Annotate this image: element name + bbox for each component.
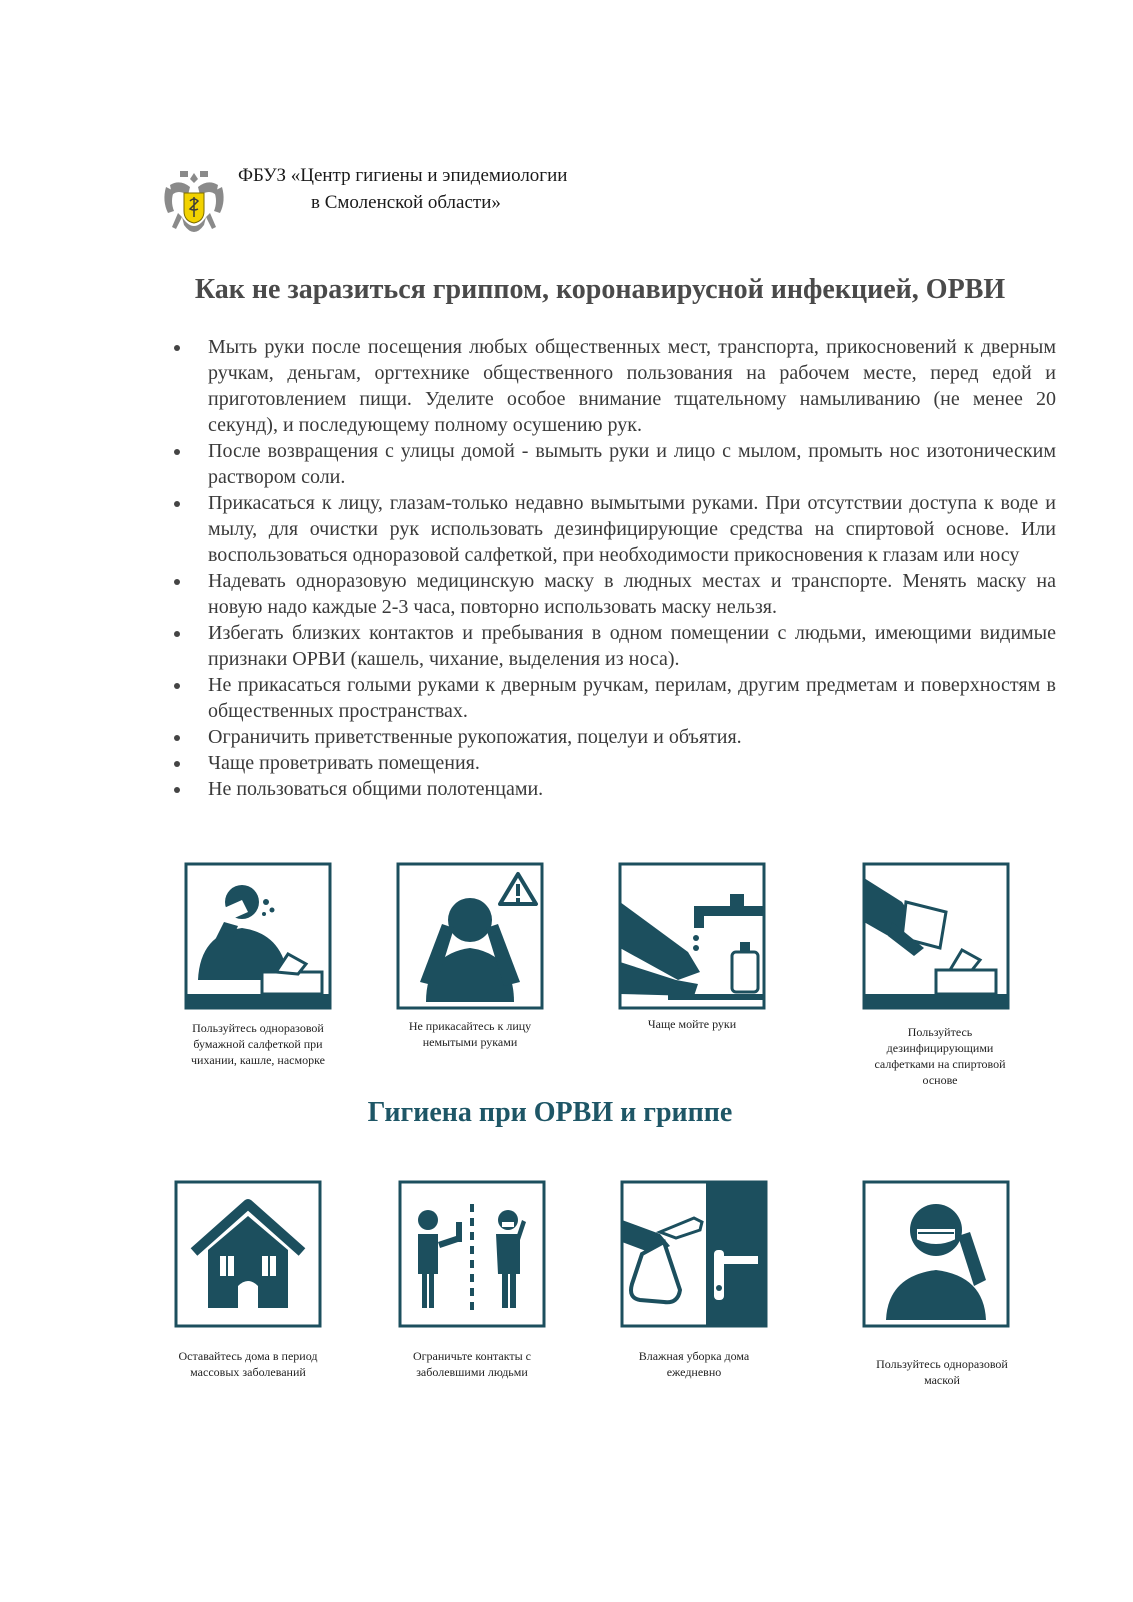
list-item [168,724,1056,750]
list-item-text: Мыть руки после посещения любых общественных мест, транспорта, прикосновений к дверным ручкам, деньгам, оргтехнике общественного пользования на рабочем месте, перед едой и приготовлением пищи. Уделите особое внимание тщательному намыливанию (не менее 20 секунд), и последующему полному осушению рук. [208,336,1056,436]
list-item [168,334,1056,438]
list-item-text: Не пользоваться общими полотенцами. [208,778,544,800]
org-line-1: ФБУЗ «Центр гигиены и эпидемиологии [238,165,568,186]
bullet [174,761,180,767]
bullet [174,631,180,637]
section-title: Гигиена при ОРВИ и гриппе [367,1097,733,1128]
list-item-text: Не прикасаться голыми руками к дверным ручкам, перилам, другим предметам и поверхностям в общественных пространствах. [208,674,1056,722]
caption-wet-cleaning: Влажная уборка дома ежедневно [638,1349,750,1379]
list-item-text: Прикасаться к лицу, глазам-только недавно вымытыми руками. При отсутствии доступа к воде и мылу, для очистки рук использовать дезинфицирующие средства на спиртовой основе. Или воспользоваться одноразовой салфеткой, при необходимости прикосновения к глазам или носу [208,492,1056,566]
organization-name [238,162,567,216]
caption-hand-washing: Чаще мойте руки [647,1017,737,1031]
list-item [168,776,1056,802]
list-item [168,620,1056,672]
caption-tissue: Пользуйтесь одноразовой бумажной салфеткой при чихании, кашле, насморке [191,1021,325,1067]
no-face-touch-icon [396,862,544,1010]
list-item [168,568,1056,620]
house-icon [174,1180,322,1328]
caption-disinfectant-wipes: Пользуйтесь дезинфицирующими салфетками на спиртовой основе [874,1025,1006,1087]
caption-stay-home: Оставайтесь дома в период массовых заболеваний [178,1349,318,1379]
header [160,160,760,240]
limit-contacts-icon [398,1180,546,1328]
bullet [174,579,180,585]
caption-no-face-touch: Не прикасайтесь к лицу немытыми руками [408,1019,532,1049]
caption-face-mask: Пользуйтесь одноразовой маской [876,1357,1008,1387]
bullet [174,449,180,455]
list-item-text: Ограничить приветственные рукопожатия, поцелуи и объятия. [208,726,742,748]
list-item [168,672,1056,724]
list-item [168,490,1056,568]
bullet [174,683,180,689]
list-item-text: Избегать близких контактов и пребывания в одном помещении с людьми, имеющими видимые признаки ОРВИ (кашель, чихание, выделения из носа). [208,622,1056,670]
caption-limit-contacts: Ограничьте контакты с заболевшими людьми [412,1349,532,1379]
list-item [168,750,1056,776]
rules-list [168,334,1056,802]
list-item-text: После возвращения с улицы домой - вымыть руки и лицо с мылом, промыть нос изотоническим раствором соли. [208,440,1056,488]
list-item-text: Чаще проветривать помещения. [208,752,480,774]
bullet [174,735,180,741]
list-item [168,438,1056,490]
list-item-text: Надевать одноразовую медицинскую маску в людных местах и транспорте. Менять маску на новую надо каждые 2-3 часа, повторно использовать маску нельзя. [208,570,1056,618]
coat-of-arms-icon [160,165,228,240]
disinfectant-wipes-icon [862,862,1010,1010]
page-title: Как не заразиться гриппом, коронавирусной инфекцией, ОРВИ [194,274,1006,305]
tissue-sneeze-icon [184,862,332,1010]
bullet [174,501,180,507]
bullet [174,787,180,793]
org-line-2: в Смоленской области» [311,192,501,213]
bullet [174,345,180,351]
wet-cleaning-icon [620,1180,768,1328]
face-mask-icon [862,1180,1010,1328]
hand-washing-icon [618,862,766,1010]
